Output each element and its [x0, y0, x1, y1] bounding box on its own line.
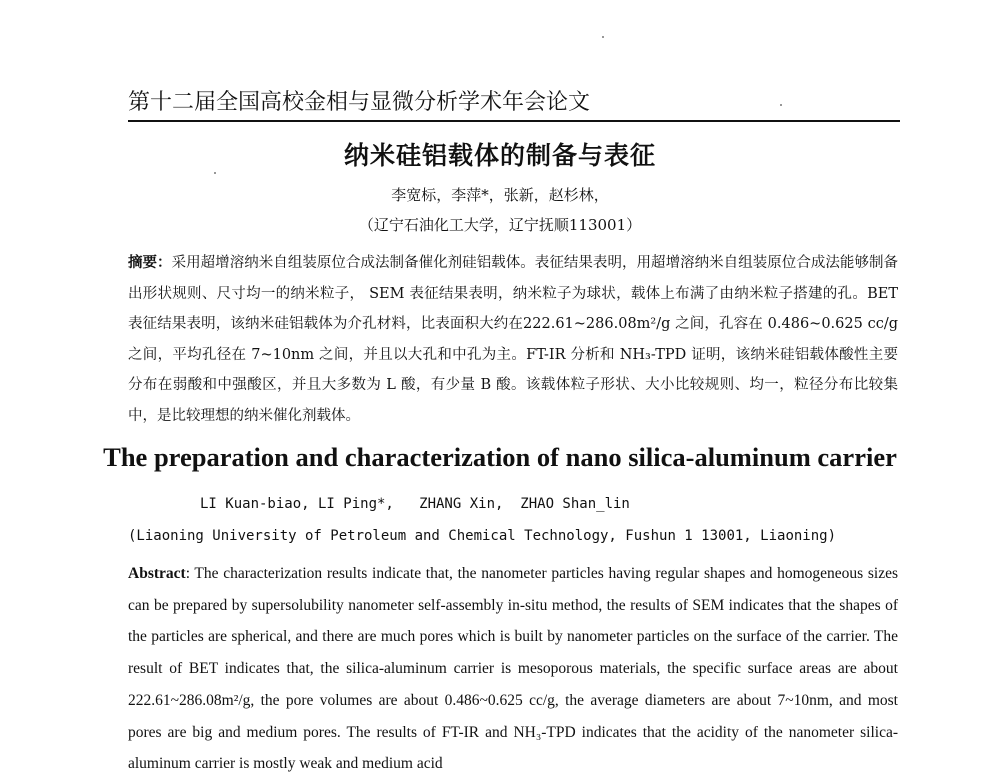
- abstract-chinese-text: 采用超增溶纳米自组装原位合成法制备催化剂硅铝载体。表征结果表明，用超增溶纳米自组装原位合成法能够制备出形状规则、尺寸均一的纳米粒子， SEM 表征结果表明，纳米粒子为球状，载体上布满了由纳米粒子搭建的孔。BET 表征结果表明，该纳米硅铝载体为介孔材料，比表面积大约在222.61~286.08m²/g 之间，孔容在 0.486~0.625 cc/g 之间，平均孔径在 7~10nm 之间，并且以大孔和中孔为主。FT-IR 分析和 NH₃-TPD 证明，该纳米硅铝载体酸性主要分布在弱酸和中强酸区，并且大多数为 L 酸，有少量 B 酸。该载体粒子形状、大小比较规则、均一，粒径分布比较集中，是比较理想的纳米催化剂载体。: [128, 255, 899, 424]
- authors-english: LI Kuan-biao, LI Ping*, ZHANG Xin, ZHAO Shan_lin: [200, 496, 630, 512]
- scan-speck: [214, 172, 216, 174]
- abstract-english: [128, 558, 898, 780]
- authors-chinese: 李宽标，李萍*，张新，赵杉林，: [391, 186, 609, 204]
- running-header: 第十二届全国高校金相与显微分析学术年会论文: [128, 88, 900, 122]
- abstract-chinese: [128, 248, 898, 431]
- scan-speck: [780, 104, 782, 106]
- affiliation-chinese: （辽宁石油化工大学，辽宁抚顺113001）: [358, 216, 642, 234]
- scan-speck: [602, 36, 604, 38]
- paper-title-chinese: 纳米硅铝载体的制备与表征: [343, 141, 656, 170]
- affiliation-english: (Liaoning University of Petroleum and Chemical Technology, Fushun 1 13001, Liaoning): [128, 528, 837, 544]
- paper-title-english: The preparation and characterization of nano silica-aluminum carrier: [103, 442, 897, 472]
- abstract-chinese-label: 摘要：: [128, 254, 172, 271]
- abstract-english-label: Abstract: [128, 565, 186, 582]
- abstract-english-text: : The characterization results indicate that, the nanometer particles having regular shapes and homogeneous sizes can be prepared by supersolubility nanometer self-assembly in-situ method, the results of SEM indicates that the shapes of the particles are spherical, and there are much pores which is built by nanometer particles on the surface of the carrier. The result of BET indicates that, the silica-aluminum carrier is mesoporous materials, the specific surface areas are about 222.61~286.08m²/g, the pore volumes are about 0.486~0.625 cc/g, the average diameters are about 7~10nm, and most pores are big and medium pores. The results of FT-IR and NH₃-TPD indicates that the acidity of the nanometer silica-aluminum carrier is mostly weak and medium acid: [128, 565, 898, 773]
